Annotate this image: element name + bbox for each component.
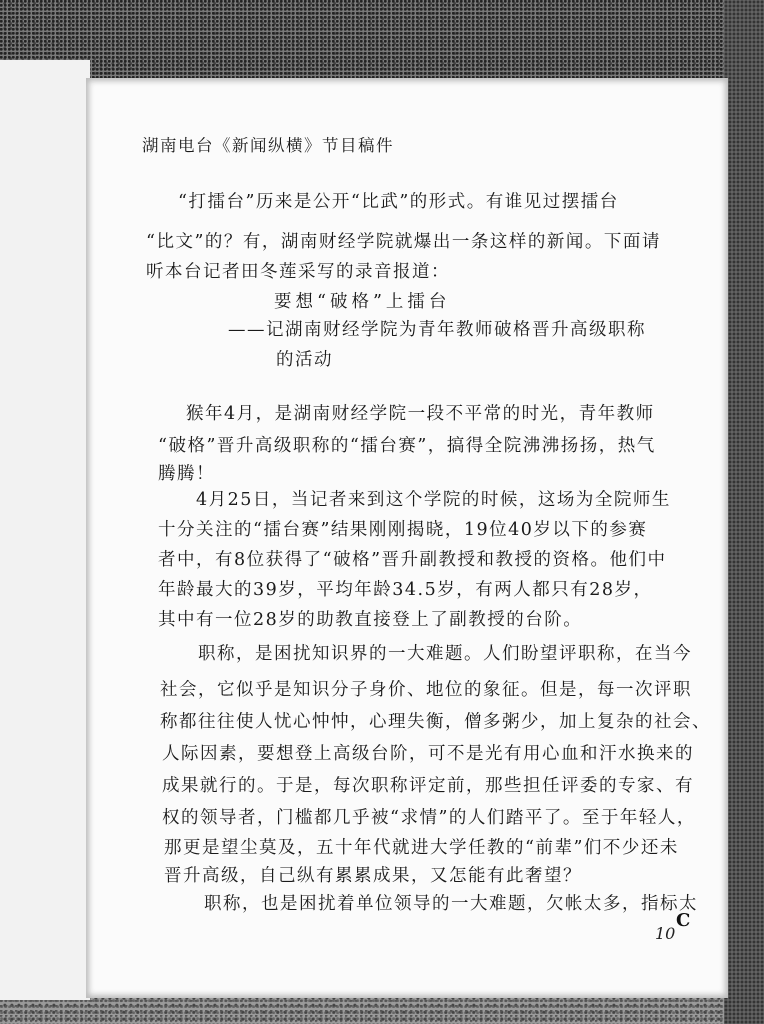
paragraph-1-line-2: “破格”晋升高级职称的“擂台赛”，搞得全院沸沸扬扬，热气 — [158, 436, 656, 456]
paragraph-3-line-2: 社会，它似乎是知识分子身价、地位的象征。但是，每一次评职 — [160, 680, 692, 700]
page-binding-margin — [0, 60, 90, 1000]
scan-right-border — [724, 0, 764, 1024]
paragraph-3-line-6: 权的领导者，门槛都几乎被“求情”的人们踏平了。至于年轻人， — [162, 808, 696, 828]
intro-line-2: “比文”的？有，湖南财经学院就爆出一条这样的新闻。下面请 — [146, 232, 661, 252]
paragraph-2-line-5: 其中有一位28岁的助教直接登上了副教授的台阶。 — [158, 610, 583, 630]
paragraph-2-line-2: 十分关注的“擂台赛”结果刚刚揭晓，19位40岁以下的参赛 — [158, 520, 648, 540]
intro-line-1: “打擂台”历来是公开“比武”的形式。有谁见过摆擂台 — [178, 192, 619, 212]
paragraph-3-line-8: 晋升高级，自己纵有累累成果，又怎能有此奢望？ — [164, 866, 582, 886]
paragraph-3-line-7: 那更是望尘莫及，五十年代就进大学任教的“前辈”们不少还未 — [164, 838, 679, 858]
paragraph-3-line-3: 称都往往使人忧心忡忡，心理失衡，僧多粥少，加上复杂的社会、 — [160, 712, 711, 732]
paragraph-4-line-1: 职称，也是困扰着单位领导的一大难题，欠帐太多，指标太 — [204, 894, 698, 914]
report-subtitle-line-2: 的活动 — [276, 350, 333, 370]
report-title: 要想“破格”上擂台 — [274, 292, 451, 312]
intro-line-3: 听本台记者田冬莲采写的录音报道： — [146, 262, 450, 282]
paragraph-2-line-4: 年龄最大的39岁，平均年龄34.5岁，有两人都只有28岁， — [158, 580, 653, 600]
document-header: 湖南电台《新闻纵横》节目稿件 — [142, 136, 394, 155]
paragraph-2-line-3: 者中，有8位获得了“破格”晋升副教授和教授的资格。他们中 — [158, 550, 667, 570]
paragraph-1-line-1: 猴年4月，是湖南财经学院一段不平常的时光，青年教师 — [186, 404, 655, 424]
paragraph-3-line-5: 成果就行的。于是，每次职称评定前，那些担任评委的专家、有 — [162, 776, 694, 796]
paragraph-3-line-1: 职称，是困扰知识界的一大难题。人们盼望评职称，在当今 — [198, 644, 692, 664]
paragraph-3-line-4: 人际因素，要想登上高级台阶，可不是光有用心血和汗水换来的 — [162, 744, 694, 764]
report-subtitle-line-1: ——记湖南财经学院为青年教师破格晋升高级职称 — [228, 320, 646, 340]
paragraph-1-line-3: 腾腾！ — [158, 464, 215, 484]
corner-mark: C — [676, 910, 691, 931]
paragraph-2-line-1: 4月25日，当记者来到这个学院的时候，这场为全院师生 — [196, 490, 671, 510]
scan-top-border — [0, 0, 764, 84]
page-number: 10 — [655, 924, 676, 943]
